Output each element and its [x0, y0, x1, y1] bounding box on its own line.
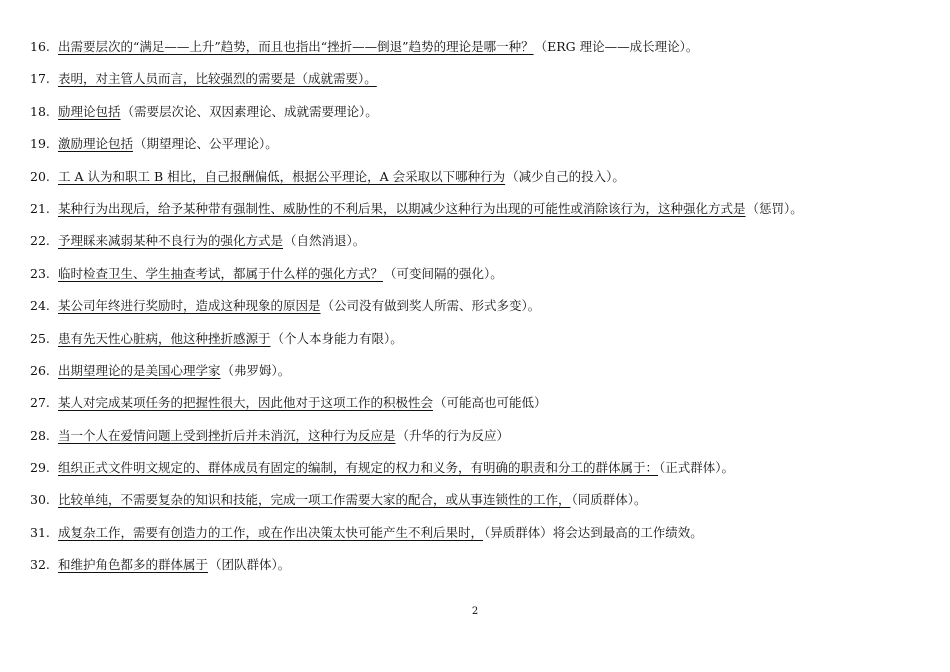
question-item	[30, 361, 930, 393]
question-answer: （团队群体）。	[209, 557, 291, 573]
question-item	[30, 167, 930, 199]
question-item	[30, 102, 930, 134]
question-number: 23.	[30, 265, 50, 281]
question-stem: 和维护角色都多的群体属于	[58, 557, 209, 573]
question-item	[30, 329, 930, 361]
question-number: 22.	[30, 233, 50, 249]
question-item	[30, 426, 930, 458]
question-number: 16.	[30, 39, 50, 54]
question-answer: （期望理论、公平理论）。	[134, 136, 278, 152]
question-stem: 某人对完成某项任务的把握性很大，因此他对于这项工作的积极性会	[58, 395, 434, 411]
question-stem: 工 A 认为和职工 B 相比，自己报酬偏低，根据公平理论，A 会采取以下哪种行为	[58, 168, 506, 184]
question-number: 28.	[30, 427, 50, 443]
question-stem: 出需要层次的“满足——上升”趋势，而且也指出“挫折——倒退”趋势的理论是哪一种？	[58, 39, 534, 54]
question-number: 21.	[30, 200, 50, 216]
question-stem: 比较单纯，不需要复杂的知识和技能，完成一项工作需要大家的配合，或从事连锁性的工作，	[58, 492, 571, 508]
question-number: 24.	[30, 298, 50, 314]
question-stem: 某种行为出现后，给予某种带有强制性、威胁性的不利后果，以期减少这种行为出现的可能性或消除该行为，这种强化方式是	[58, 200, 746, 216]
question-answer: （需要层次论、双因素理论、成就需要理论）。	[121, 103, 378, 119]
question-answer: （ERG 理论——成长理论）。	[534, 39, 699, 54]
question-stem: 成复杂工作，需要有创造力的工作，或在作出决策太快可能产生不利后果时，	[58, 524, 484, 540]
question-answer: （减少自己的投入）。	[506, 168, 625, 184]
question-stem: 某公司年终进行奖励时，造成这种现象的原因是	[58, 298, 321, 314]
question-number: 26.	[30, 362, 50, 378]
question-number: 29.	[30, 460, 50, 476]
question-answer: （个人本身能力有限）。	[271, 330, 403, 346]
question-stem: 临时检查卫生、学生抽查考试，都属于什么样的强化方式？	[58, 265, 384, 281]
question-stem: 表明，对主管人员而言，比较强烈的需要是（成就需要）。	[58, 71, 377, 87]
question-answer: （异质群体）将会达到最高的工作绩效。	[484, 524, 703, 540]
question-number: 18.	[30, 103, 50, 119]
question-stem: 励理论包括	[58, 103, 121, 119]
question-answer: （弗罗姆）。	[221, 362, 291, 378]
question-item	[30, 264, 930, 296]
question-item	[30, 134, 930, 166]
question-stem: 当一个人在爱情问题上受到挫折后并未消沉，这种行为反应是	[58, 427, 396, 443]
question-stem: 出期望理论的是美国心理学家	[58, 362, 221, 378]
question-answer: （可能高也可能低）	[434, 395, 547, 411]
question-answer: （可变间隔的强化）。	[384, 265, 503, 281]
question-number: 31.	[30, 524, 50, 540]
question-item	[30, 393, 930, 425]
question-number: 27.	[30, 395, 50, 411]
question-item	[30, 490, 930, 522]
question-stem: 激励理论包括	[58, 136, 134, 152]
question-item	[30, 296, 930, 328]
question-item	[30, 199, 930, 231]
question-answer: （升华的行为反应）	[396, 427, 510, 443]
question-item	[30, 37, 930, 69]
question-item	[30, 69, 930, 101]
question-item	[30, 231, 930, 263]
question-answer: （惩罚）。	[746, 200, 803, 216]
question-stem: 患有先天性心脏病，他这种挫折感源于	[58, 330, 271, 346]
question-answer: （正式群体）。	[659, 460, 735, 476]
question-answer: （公司没有做到奖人所需、形式多变）。	[321, 298, 541, 314]
question-number: 19.	[30, 136, 50, 152]
page-number: 2	[471, 606, 479, 617]
question-list	[30, 37, 930, 588]
question-number: 17.	[30, 71, 50, 87]
question-number: 25.	[30, 330, 50, 346]
question-number: 32.	[30, 557, 50, 573]
question-stem: 组织正式文件明文规定的、群体成员有固定的编制，有规定的权力和义务，有明确的职责和分工的群体属于：	[58, 460, 659, 476]
question-number: 20.	[30, 168, 50, 184]
question-stem: 予理睬来减弱某种不良行为的强化方式是	[58, 233, 284, 249]
question-answer: （自然消退）。	[284, 233, 366, 249]
question-item	[30, 555, 930, 587]
question-number: 30.	[30, 492, 50, 508]
question-item	[30, 458, 930, 490]
question-answer: （同质群体）。	[571, 492, 647, 508]
question-item	[30, 523, 930, 555]
